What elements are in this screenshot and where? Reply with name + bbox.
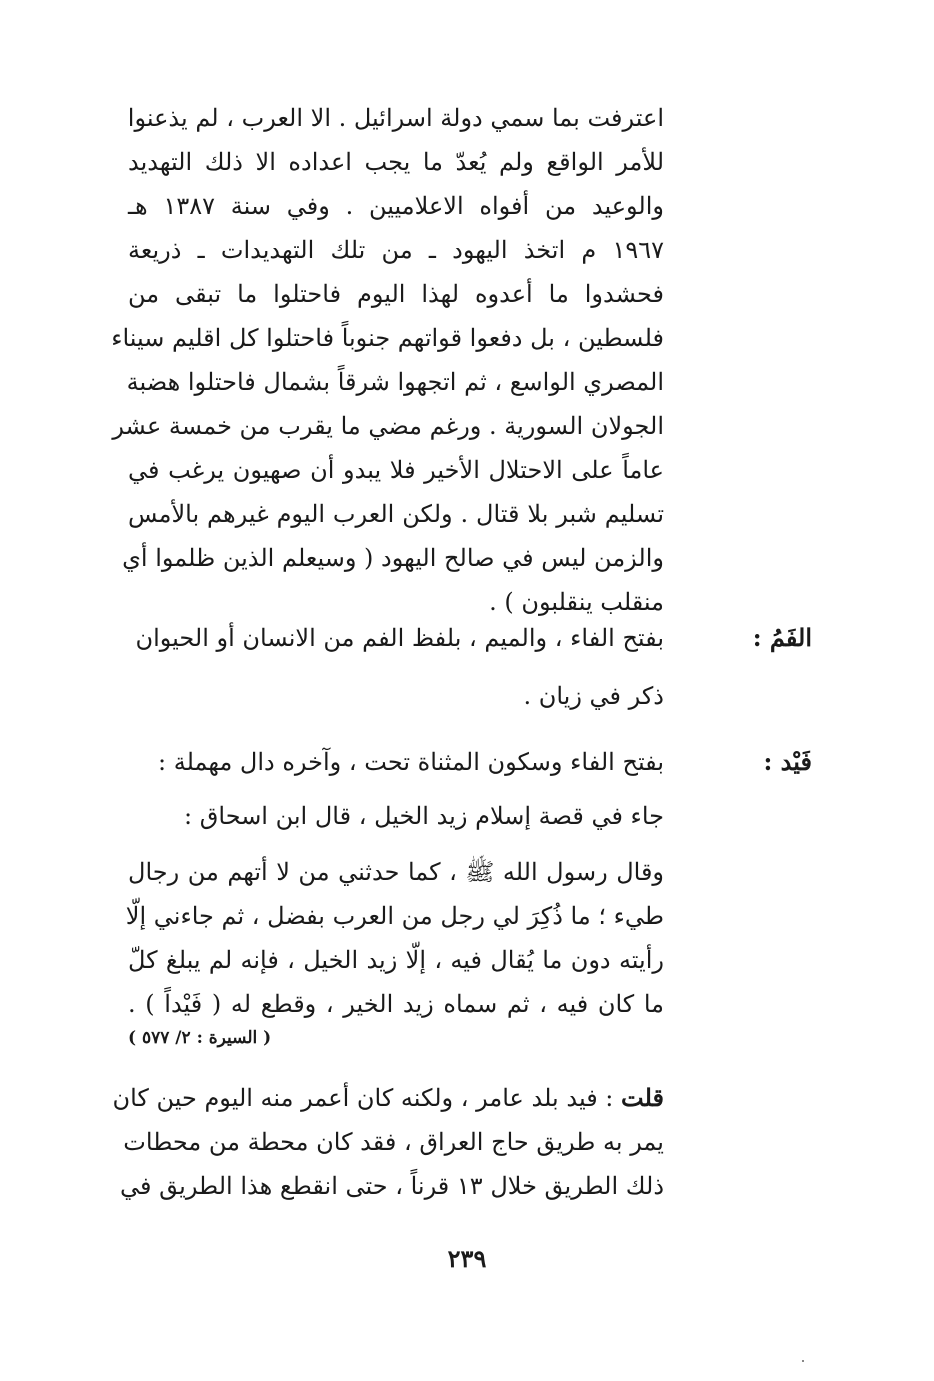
text-line: المصري الواسع ، ثم اتجهوا شرقاً بشمال فاحتلوا هضبة — [126, 368, 664, 396]
text-line: جاء في قصة إسلام زيد الخيل ، قال ابن اسحاق : — [184, 802, 664, 830]
text-line: طيء ؛ ما ذُكِرَ لي رجل من العرب بفضل ، ثم جاءني إلّا — [125, 902, 664, 930]
text-line: منقلب ينقلبون ) . — [489, 588, 664, 616]
source-citation: ( السيرة : ٢/ ٥٧٧ ) — [128, 1028, 272, 1048]
text-line: تسليم شبر بلا قتال . ولكن العرب اليوم غيرهم بالأمس — [128, 500, 664, 528]
entry-definition-fam — [128, 616, 664, 718]
text-line: والزمن ليس في صالح اليهود ( وسيعلم الذين ظلموا أي — [122, 544, 664, 572]
author-note-paragraph — [112, 1076, 664, 1208]
text-line: وقال رسول الله ﷺ ، كما حدثني من لا أتهم من رجال — [128, 858, 665, 886]
text-line: بفتح الفاء وسكون المثناة تحت ، وآخره دال مهملة : — [157, 748, 664, 776]
intro-paragraph — [111, 96, 664, 624]
scan-speck — [802, 1360, 804, 1362]
quoted-passage — [125, 850, 665, 1026]
text-line: فحشدوا ما أعدوه لهذا اليوم فاحتلوا ما تبقى من — [128, 280, 664, 308]
note-lead-word: قلت — [621, 1083, 664, 1112]
text-line: عاماً على الاحتلال الأخير فلا يبدو أن صهيون يرغب في — [128, 456, 664, 484]
text-line: ذكر في زيان . — [523, 682, 664, 710]
entry-definition-fayd — [128, 740, 664, 838]
text-line: ذلك الطريق خلال ١٣ قرناً ، حتى انقطع هذا الطريق في — [120, 1172, 664, 1200]
text-line: الجولان السورية . ورغم مضي ما يقرب من خمسة عشر — [112, 412, 664, 440]
text-line: ١٩٦٧ م اتخذ اليهود ـ من تلك التهديدات ـ ذريعة — [128, 236, 664, 264]
text-line: ما كان فيه ، ثم سماه زيد الخير ، وقطع له ( فَيْداً ) . — [128, 990, 664, 1018]
text-line: يمر به طريق حاج العراق ، فقد كان محطة من محطات — [123, 1128, 664, 1156]
entry-headword-fayd: فَيْد : — [763, 747, 812, 776]
note-first-line: : فيد بلد عامر ، ولكنه كان أعمر منه اليوم حين كان — [112, 1084, 614, 1112]
text-line: اعترفت بما سمي دولة اسرائيل . الا العرب ، لم يذعنوا — [127, 104, 664, 132]
text-line: والوعيد من أفواه الاعلاميين . وفي سنة ١٣٨٧ هـ — [128, 192, 664, 220]
entry-headword-fam: الفَمُ : — [752, 623, 812, 652]
text-line: بفتح الفاء ، والميم ، بلفظ الفم من الانسان أو الحيوان — [135, 624, 664, 652]
text-line: فلسطين ، بل دفعوا قواتهم جنوباً فاحتلوا كل اقليم سيناء — [111, 324, 664, 352]
text-line: رأيته دون ما يُقال فيه ، إلّا زيد الخيل ، فإنه لم يبلغ كلّ — [128, 946, 664, 974]
text-line: للأمر الواقع ولم يُعدّ ما يجب اعداده الا ذلك التهديد — [128, 148, 664, 176]
text-line — [112, 1076, 664, 1120]
page-number: ٢٣٩ — [447, 1244, 487, 1273]
